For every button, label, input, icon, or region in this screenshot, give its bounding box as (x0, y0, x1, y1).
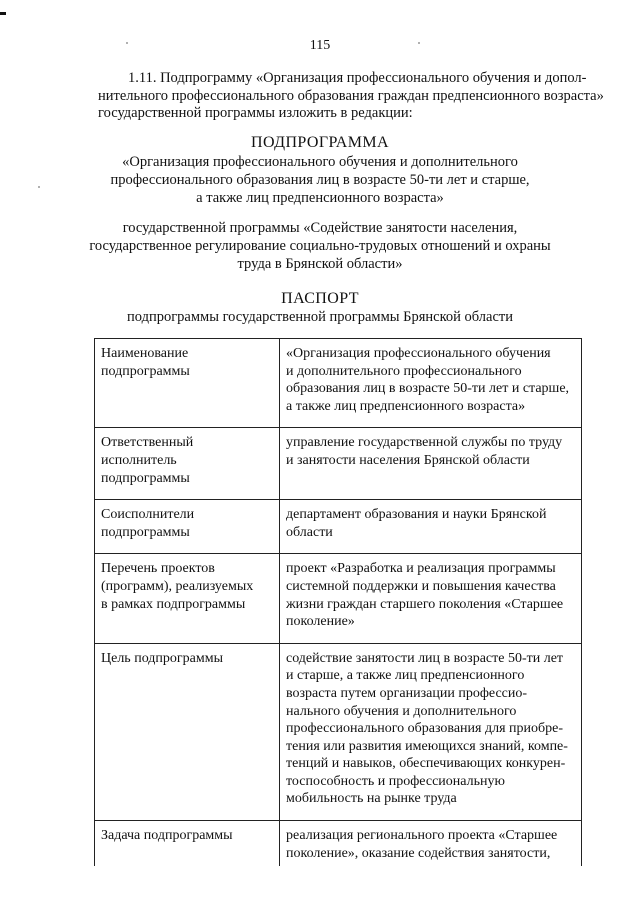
row-value-line: образования лиц в возрасте 50-ти лет и старше, (286, 381, 570, 397)
row-value-line: жизни граждан старшего поколения «Старшее (286, 596, 564, 612)
row-value-line: и дополнительного профессионального (286, 363, 522, 379)
row-value-line: содействие занятости лиц в возрасте 50-ти лет (286, 650, 564, 666)
row-label (95, 339, 280, 428)
intro-paragraph (98, 70, 604, 123)
row-value (280, 821, 582, 867)
row-value-line: поколение» (286, 614, 355, 630)
row-label (95, 821, 280, 867)
table-row (95, 500, 582, 554)
subprogram-title-line: «Организация профессионального обучения и дополнительного (122, 154, 518, 170)
row-value-line: и занятости населения Брянской области (286, 452, 530, 468)
row-value-line: тения или развития имеющихся знаний, компе- (286, 738, 568, 754)
subprogram-title (0, 153, 640, 207)
row-label-line: подпрограммы (101, 470, 190, 486)
gov-program-line: государственное регулирование социально-трудовых отношений и охраны (89, 238, 551, 254)
row-value-line: мобильность на рынке труда (286, 791, 457, 807)
row-value-line: реализация регионального проекта «Старшее (286, 828, 558, 844)
row-value-line: поколение», оказание содействия занятости, (286, 845, 551, 861)
table-row (95, 643, 582, 820)
subprogram-title-line: профессионального образования лиц в возрасте 50-ти лет и старше, (110, 172, 530, 188)
row-label-line: Перечень проектов (101, 561, 215, 577)
intro-line: 1.11. Подпрограмму «Организация профессионального обучения и допол- (128, 70, 587, 86)
passport-subheading: подпрограммы государственной программы Брянской области (126, 309, 513, 325)
intro-line: государственной программы изложить в редакции: (98, 105, 413, 121)
subprogram-title-line: а также лиц предпенсионного возраста» (196, 190, 444, 206)
row-value-line: области (286, 524, 333, 540)
row-value-line: «Организация профессионального обучения (286, 346, 551, 361)
row-label-line: Соисполнители (101, 507, 195, 523)
table-row (95, 821, 582, 867)
row-value-line: возраста путем организации профессио- (286, 685, 528, 701)
row-label (95, 554, 280, 643)
row-value-line: а также лиц предпенсионного возраста» (286, 398, 526, 414)
row-value (280, 428, 582, 500)
table-row (95, 554, 582, 643)
row-label (95, 500, 280, 554)
page-number: 115 (309, 38, 331, 53)
passport-heading: ПАСПОРТ (281, 290, 359, 307)
row-value-line: тоспособность и профессиональную (286, 773, 505, 789)
row-label-line: Цель подпрограммы (101, 650, 223, 666)
row-value (280, 339, 582, 428)
row-label (95, 643, 280, 820)
table-row (95, 339, 582, 428)
intro-line: нительного профессионального образования граждан предпенсионного возраста» (98, 87, 604, 104)
row-value-line: и старше, а также лиц предпенсионного (286, 668, 525, 684)
scan-corner-mark (0, 12, 6, 15)
row-value-line: профессионального образования для приобре- (286, 721, 564, 737)
gov-program-line: государственной программы «Содействие занятости населения, (122, 220, 518, 236)
row-value-line: системной поддержки и повышения качества (286, 578, 556, 594)
subprogram-heading: ПОДПРОГРАММА (251, 134, 389, 151)
gov-program-line: труда в Брянской области» (237, 256, 403, 272)
row-label-line: Задача подпрограммы (101, 828, 233, 844)
row-value-line: проект «Разработка и реализация программы (286, 561, 556, 577)
table-row (95, 428, 582, 500)
row-value (280, 554, 582, 643)
row-value (280, 643, 582, 820)
row-value (280, 500, 582, 554)
row-label (95, 428, 280, 500)
row-label-line: Наименование (101, 346, 189, 361)
row-label-line: подпрограммы (101, 363, 190, 379)
passport-table (94, 338, 582, 866)
row-value-line: нального обучения и дополнительного (286, 703, 517, 719)
gov-program-title (0, 219, 640, 273)
row-value-line: департамент образования и науки Брянской (286, 507, 547, 523)
row-label-line: в рамках подпрограммы (101, 596, 246, 612)
row-value-line: тенций и навыков, обеспечивающих конкурен- (286, 756, 566, 772)
row-label-line: исполнитель (101, 452, 177, 468)
row-label-line: (программ), реализуемых (101, 578, 254, 594)
row-value-line: управление государственной службы по труду (286, 435, 563, 451)
row-label-line: Ответственный (101, 435, 194, 451)
row-label-line: подпрограммы (101, 524, 190, 540)
